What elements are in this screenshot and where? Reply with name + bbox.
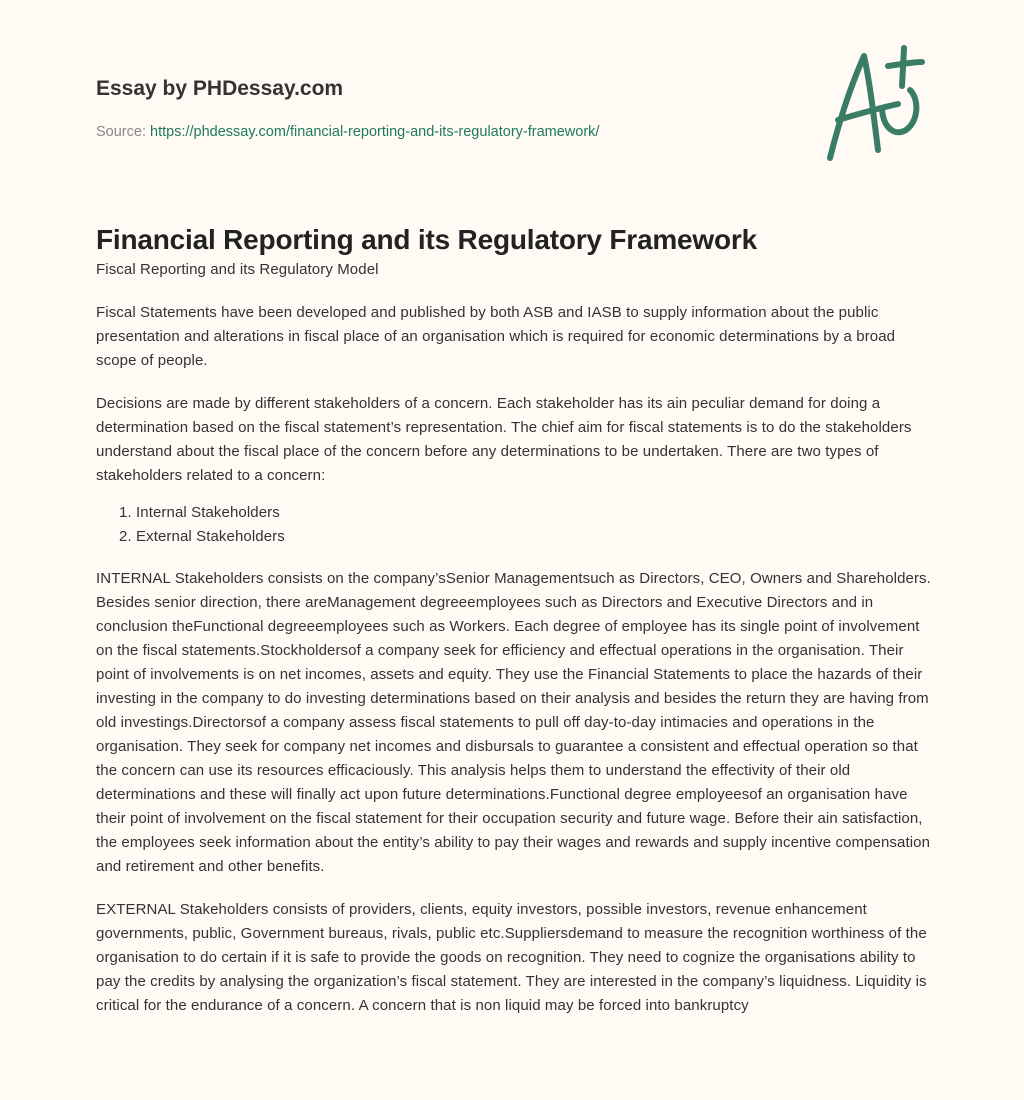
paragraph: Fiscal Reporting and its Regulatory Model	[96, 261, 379, 278]
stakeholder-list	[96, 501, 934, 549]
paragraph: Decisions are made by different stakeholders of a concern. Each stakeholder has its ain peculiar demand for doing a determination based on the fiscal statement’s representation. The chief aim for fiscal statements is to do the stakeholders understand about the fiscal place of the concern before any determinations to be undertaken. There are two types of stakeholders related to a concern:	[96, 395, 912, 484]
list-item: 1. Internal Stakeholders	[136, 501, 934, 525]
source-link[interactable]: https://phdessay.com/financial-reporting-and-its-regulatory-framework/	[150, 124, 600, 140]
list-item: 2. External Stakeholders	[136, 525, 934, 549]
article-title: Financial Reporting and its Regulatory Framework	[96, 224, 757, 255]
paragraph: Fiscal Statements have been developed and published by both ASB and IASB to supply information about the public presentation and alterations in fiscal place of an organisation which is required for economic determinations by a broad scope of people.	[96, 304, 896, 369]
a-plus-logo-icon	[818, 38, 930, 166]
site-brand: Essay by PHDessay.com	[96, 77, 344, 100]
source-line	[96, 124, 599, 140]
article-body	[96, 258, 934, 1037]
paragraph: INTERNAL Stakeholders consists on the company’sSenior Managementsuch as Directors, CEO, Owners and Shareholders. Besides senior direction, there areManagement degreeemployees such as Directors and Executive Directors and in conclusion theFunctional degreeemployees such as Workers. Each degree of employee has its single point of involvement on the fiscal statements.Stockholdersof a company seek for efficiency and effectual operations in the organisation. Their point of involvements is on net incomes, assets and equity. They use the Financial Statements to place the hazards of their investing in the company to do investing determinations based on their analysis and besides the return they are having from old investings.Directorsof a company assess fiscal statements to pull off day-to-day intimacies and operations in the organisation. They seek for company net incomes and disbursals to guarantee a consistent and effectual operation so that the concern can use its resources efficaciously. This analysis helps them to understand the effectivity of their old determinations and these will finally act upon future determinations.Functional degree employeesof an organisation have their point of involvement on the fiscal statement for their occupation security and future wage. Before their ain satisfaction, the employees seek information about the entity’s ability to pay their wages and rewards and supply incentive compensation and retirement and other benefits.	[96, 570, 931, 875]
paragraph: EXTERNAL Stakeholders consists of providers, clients, equity investors, possible investors, revenue enhancement governments, public, Government bureaus, rivals, public etc.Suppliersdemand to measure the recognition worthiness of the organisation to do certain if it is safe to provide the goods on recognition. They need to cognize the organisations ability to pay the credits by analysing the organization’s fiscal statement. They are interested in the company’s liquidness. Liquidity is critical for the endurance of a concern. A concern that is non liquid may be forced into bankruptcy	[96, 901, 927, 1014]
source-label: Source:	[96, 124, 146, 140]
